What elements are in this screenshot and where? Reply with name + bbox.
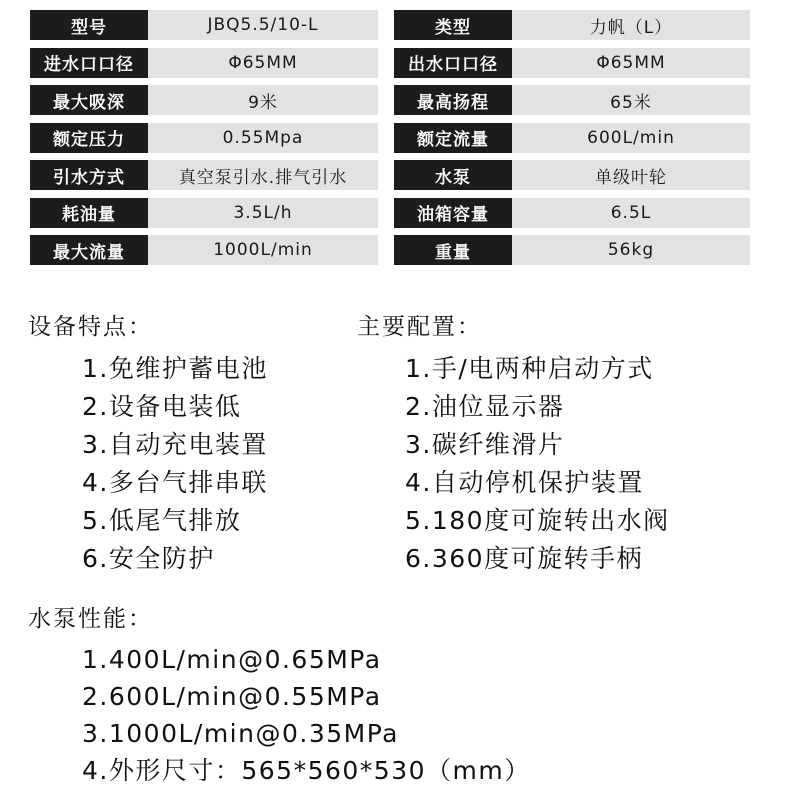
spec-label: 油箱容量 xyxy=(394,198,512,228)
spec-value: Φ65MM xyxy=(512,48,750,78)
spec-label: 最高扬程 xyxy=(394,85,512,115)
spec-label: 耗油量 xyxy=(30,198,148,228)
list-item: 1.400L/min@0.65MPa xyxy=(82,645,382,674)
list-item: 2.设备电装低 xyxy=(82,392,242,421)
spec-row xyxy=(30,235,750,265)
spec-value: 0.55Mpa xyxy=(148,123,378,153)
spec-label: 额定流量 xyxy=(394,123,512,153)
spec-label: 额定压力 xyxy=(30,123,148,153)
list-item: 1.手/电两种启动方式 xyxy=(405,354,654,383)
spec-row xyxy=(30,160,750,190)
spec-value: 6.5L xyxy=(512,198,750,228)
list-item: 5.180度可旋转出水阀 xyxy=(405,506,670,535)
config-title: 主要配置： xyxy=(357,314,482,340)
spec-value: 真空泵引水.排气引水 xyxy=(148,160,378,190)
list-item: 3.自动充电装置 xyxy=(82,430,268,459)
list-item: 4.外形尺寸：565*560*530（mm） xyxy=(82,756,531,785)
spec-row xyxy=(30,10,750,40)
spec-value: 56kg xyxy=(512,235,750,265)
list-item: 3.碳纤维滑片 xyxy=(405,430,565,459)
spec-value: 单级叶轮 xyxy=(512,160,750,190)
list-item: 4.多台气排串联 xyxy=(82,468,268,497)
config-list xyxy=(405,350,670,578)
features-title: 设备特点： xyxy=(28,314,153,340)
list-item: 1.免维护蓄电池 xyxy=(82,354,268,383)
spec-row xyxy=(30,198,750,228)
list-item: 4.自动停机保护装置 xyxy=(405,468,644,497)
spec-label: 出水口口径 xyxy=(394,48,512,78)
spec-value: 力帆（L） xyxy=(512,10,750,40)
list-item: 2.油位显示器 xyxy=(405,392,565,421)
spec-label: 类型 xyxy=(394,10,512,40)
spec-row xyxy=(30,123,750,153)
spec-value: 9米 xyxy=(148,85,378,115)
spec-label: 水泵 xyxy=(394,160,512,190)
spec-value: JBQ5.5/10-L xyxy=(148,10,378,40)
performance-list xyxy=(82,641,531,789)
spec-label: 重量 xyxy=(394,235,512,265)
spec-row xyxy=(30,48,750,78)
spec-label: 型号 xyxy=(30,10,148,40)
spec-label: 最大流量 xyxy=(30,235,148,265)
spec-value: 65米 xyxy=(512,85,750,115)
spec-label: 最大吸深 xyxy=(30,85,148,115)
spec-value: 1000L/min xyxy=(148,235,378,265)
spec-label: 进水口口径 xyxy=(30,48,148,78)
list-item: 5.低尾气排放 xyxy=(82,506,242,535)
spec-label: 引水方式 xyxy=(30,160,148,190)
list-item: 2.600L/min@0.55MPa xyxy=(82,682,382,711)
spec-table xyxy=(30,10,750,273)
features-list xyxy=(82,350,268,578)
list-item: 6.360度可旋转手柄 xyxy=(405,544,644,573)
spec-row xyxy=(30,85,750,115)
spec-value: 600L/min xyxy=(512,123,750,153)
performance-title: 水泵性能： xyxy=(28,606,153,632)
list-item: 3.1000L/min@0.35MPa xyxy=(82,719,399,748)
spec-value: 3.5L/h xyxy=(148,198,378,228)
spec-value: Φ65MM xyxy=(148,48,378,78)
list-item: 6.安全防护 xyxy=(82,544,215,573)
